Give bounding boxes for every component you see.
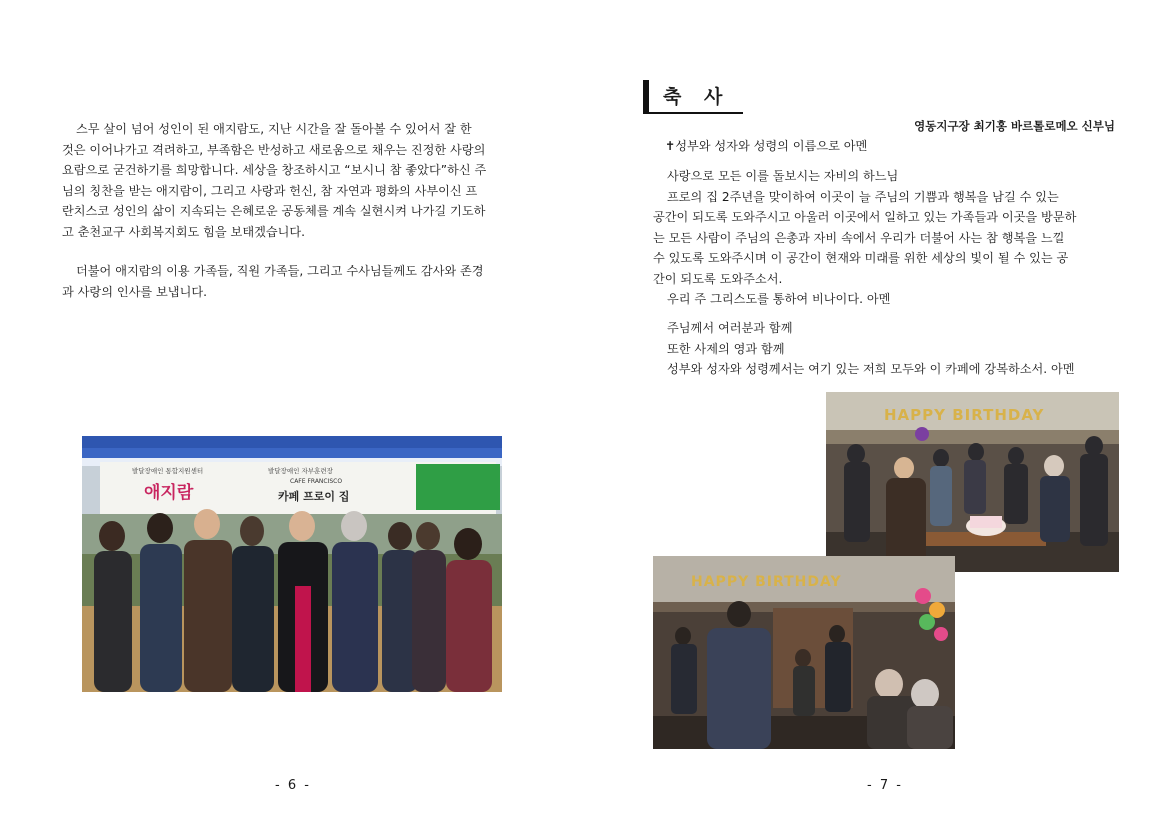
group-photo <box>82 436 502 692</box>
page-number: - 6 - <box>275 778 311 793</box>
banner-left-name: 애지람 <box>144 483 194 503</box>
text-line: 는 모든 사람이 주님의 은총과 자비 속에서 우리가 더불어 사는 참 행복을 느낄 <box>653 230 1065 245</box>
text-line: 님의 칭찬을 받는 애지람이, 그리고 사랑과 헌신, 참 자연과 평화의 사부이신 프 <box>62 183 478 198</box>
section-title <box>643 80 743 114</box>
text-line: 것은 이어나가고 격려하고, 부족함은 반성하고 새로움으로 채우는 진정한 사랑의 <box>62 142 486 157</box>
right-page <box>587 0 1175 832</box>
banner-left-small: 발달장애인 통합지원센터 <box>132 467 204 475</box>
text-line: 과 사랑의 인사를 보냅니다. <box>62 284 208 299</box>
text-line: 더불어 애지람의 이용 가족들, 직원 가족들, 그리고 수사님들께도 감사와 존경 <box>76 264 484 278</box>
title-rule <box>649 112 739 114</box>
banner-right-name: 카페 프로이 집 <box>278 490 350 503</box>
birthday-balloon-text-top: HAPPY BIRTHDAY <box>884 406 1045 424</box>
text-line: 공간이 되도록 도와주시고 아울러 이곳에서 일하고 있는 가족들과 이곳을 방문하 <box>653 210 1077 225</box>
text-line: 프로의 집 2주년을 맞이하여 이곳이 늘 주님의 기쁨과 행복을 남길 수 있는 <box>667 189 1059 204</box>
section-title-text: 축 사 <box>663 86 731 108</box>
page-number: - 7 - <box>867 778 903 793</box>
text-line: 란치스코 성인의 삶이 지속되는 은혜로운 공동체를 계속 실현시켜 나가길 기도하 <box>62 204 486 219</box>
text-line: 고 춘천교구 사회복지회도 힘을 보태겠습니다. <box>62 224 306 239</box>
text-line: 요람으로 굳건하기를 희망합니다. 세상을 창조하시고 “보시니 참 좋았다”하신 주 <box>62 163 487 178</box>
birthday-photo-top <box>826 392 1119 572</box>
blessing-paragraph <box>667 318 1127 380</box>
prayer-paragraph <box>653 166 1115 290</box>
text-line: 또한 사제의 영과 함께 <box>667 341 785 356</box>
text-line: 주님께서 여러분과 함께 <box>667 321 793 335</box>
birthday-photo-bottom <box>653 556 955 749</box>
text-line: 사랑으로 모든 이를 돌보시는 자비의 하느님 <box>667 169 899 183</box>
text-line: 수 있도록 도와주시며 이 공간이 현재와 미래를 위한 세상의 빛이 될 수 있는 공 <box>653 251 1069 266</box>
text-line: 스무 살이 넘어 성인이 된 애지람도, 지난 시간을 잘 돌아볼 수 있어서 잘 한 <box>76 122 472 136</box>
birthday-balloon-text-bottom: HAPPY BIRTHDAY <box>691 574 842 590</box>
text-line: 성부와 성자와 성령께서는 여기 있는 저희 모두와 이 카페에 강복하소서. 아멘 <box>667 362 1075 377</box>
paragraph-2 <box>62 261 524 302</box>
left-page <box>0 0 587 832</box>
banner-right-small: 발달장애인 자부훈련장 <box>268 467 333 475</box>
opening-line: ✝성부와 성자와 성령의 이름으로 아멘 <box>665 139 868 153</box>
through-christ-line: 우리 주 그리스도를 통하여 비나이다. 아멘 <box>667 292 891 306</box>
paragraph-1 <box>62 119 524 243</box>
text-line: 간이 되도록 도와주소서. <box>653 271 783 286</box>
author-line: 영동지구장 최기홍 바르톨로메오 신부님 <box>914 119 1115 133</box>
banner-right-sub: CAFE FRANCISCO <box>290 478 343 485</box>
